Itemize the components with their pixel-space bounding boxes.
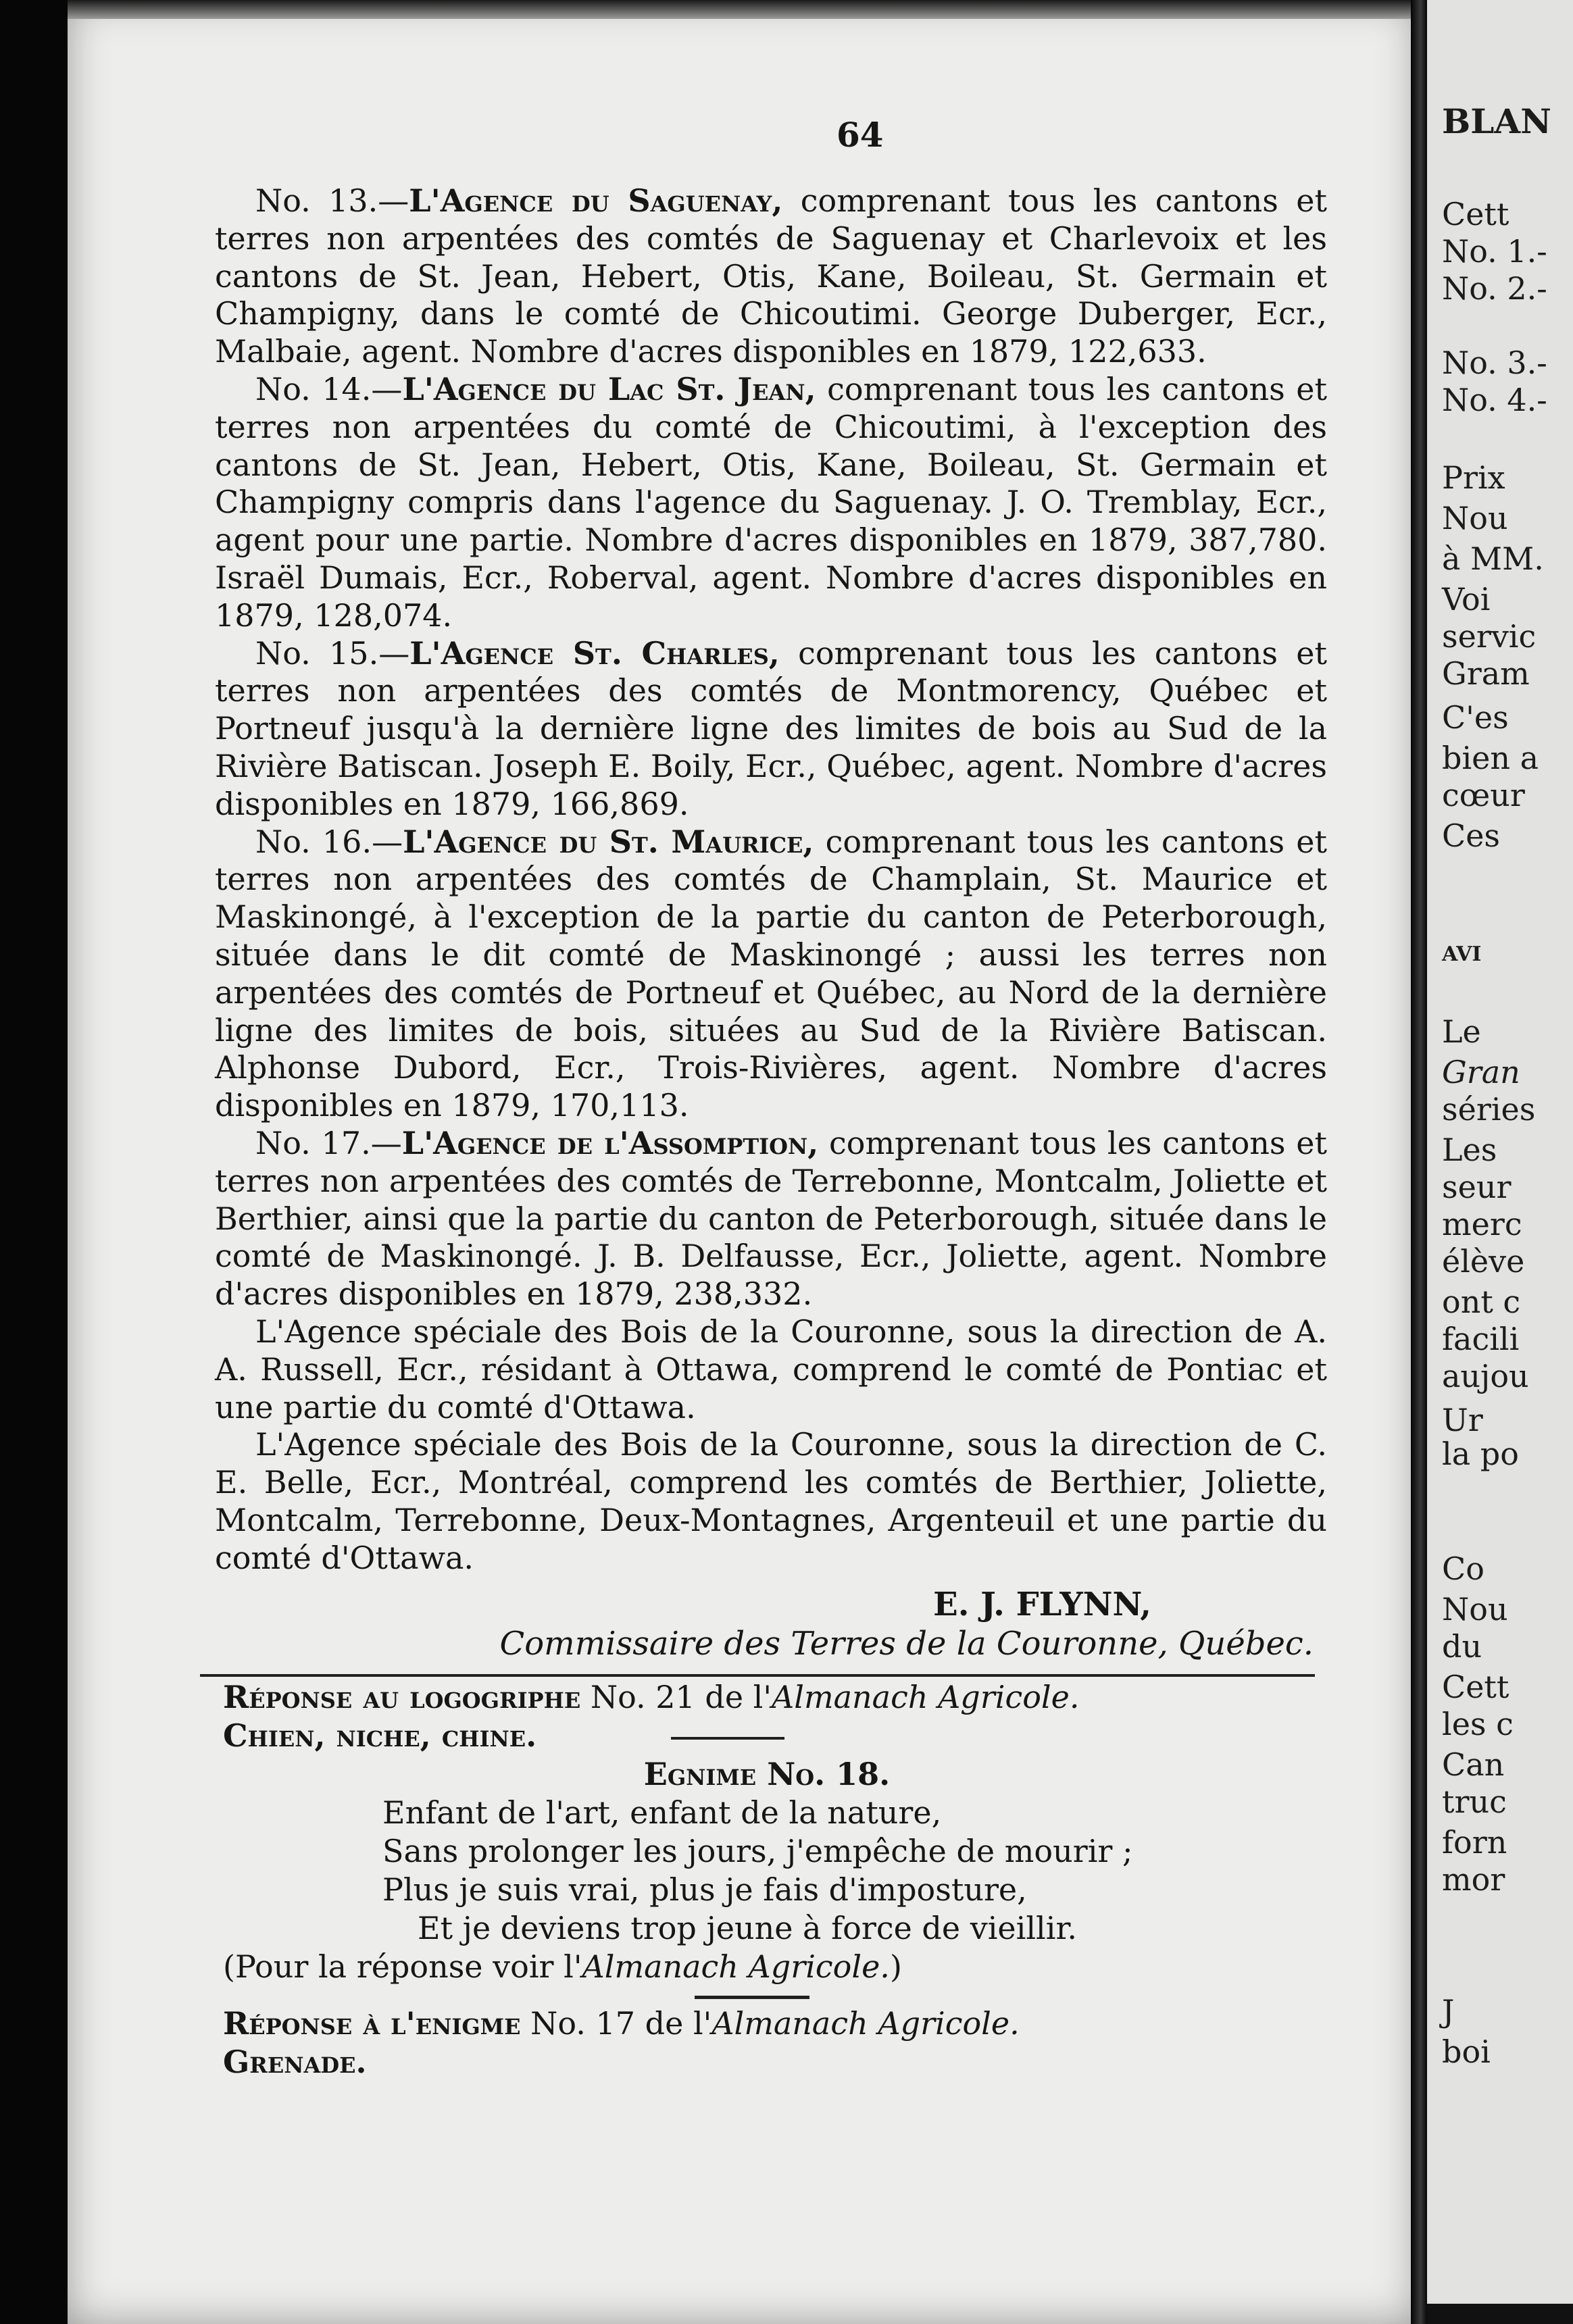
adjacent-page-fragment: ont c [1442, 1284, 1521, 1320]
enigme-answer-heading: Réponse à l'enigme No. 17 de l'Almanach Agricole. [223, 2005, 1020, 2042]
adjacent-page-fragment: à MM. [1442, 540, 1544, 577]
agency-name: L'Agence de l'Assomption, [401, 1124, 819, 1161]
verse-line: Sans prolonger les jours, j'empêche de mourir ; [382, 1833, 1133, 1869]
paragraph-agence-saguenay: No. 13.—L'Agence du Saguenay, comprenant tous les cantons et terres non arpentées des comtés de Saguenay et Charlevoix et les cantons de St. Jean, Hebert, Otis, Kane, Boileau, St. Germain et Champigny, dans le comté de Chicoutimi. George Duberger, Ecr., Malbaie, agent. Nombre d'acres disponibles en 1879, 122,633. [215, 182, 1327, 370]
paragraph-agence-lac-st-jean: No. 14.—L'Agence du Lac St. Jean, comprenant tous les cantons et terres non arpentées du comté de Chicoutimi, à l'exception des cantons de St. Jean, Hebert, Otis, Kane, Boileau, St. Germain et Champigny compris dans l'agence du Saguenay. J. O. Tremblay, Ecr., agent pour une partie. Nombre d'acres disponibles en 1879, 387,780. Israël Dumais, Ecr., Roberval, agent. Nombre d'acres disponibles en 1879, 128,074. [215, 370, 1327, 634]
adjacent-page-fragment: mor [1442, 1861, 1505, 1898]
adjacent-page-fragment: J [1442, 1993, 1455, 2029]
paragraph-agence-speciale-ottawa: L'Agence spéciale des Bois de la Couronne, sous la direction de A. A. Russell, Ecr., résidant à Ottawa, comprend le comté de Pontiac et une partie du comté d'Ottawa. [215, 1313, 1327, 1425]
verse-line: Et je deviens trop jeune à force de vieillir. [418, 1910, 1078, 1946]
agency-name: L'Agence du Lac St. Jean, [402, 370, 816, 407]
adjacent-page-fragment: Gram [1442, 655, 1530, 692]
short-divider [671, 1737, 784, 1740]
adjacent-page-fragment: Prix [1442, 459, 1505, 496]
page-gutter [1411, 0, 1427, 2324]
adjacent-page-fragment: truc [1442, 1784, 1507, 1820]
adjacent-page-fragment: du [1442, 1628, 1482, 1665]
adjacent-page-fragment: BLAN [1442, 101, 1551, 141]
signature-name: E. J. FLYNN, [933, 1586, 1151, 1624]
adjacent-page-fragment: élève [1442, 1243, 1525, 1280]
adjacent-page-fragment: Can [1442, 1746, 1505, 1783]
adjacent-page-fragment: servic [1442, 618, 1537, 655]
section-divider [200, 1674, 1315, 1677]
adjacent-page-fragment: No. 4.- [1442, 382, 1547, 418]
adjacent-page-fragment: No. 3.- [1442, 345, 1547, 381]
adjacent-page-fragment: Ur [1442, 1402, 1483, 1438]
adjacent-page-fragment: Ces [1442, 817, 1501, 854]
adjacent-page-fragment: forn [1442, 1824, 1507, 1861]
paragraph-agence-assomption: No. 17.—L'Agence de l'Assomption, comprenant tous les cantons et terres non arpentées des comtés de Terrebonne, Montcalm, Joliette et Berthier, ainsi que la partie du canton de Peterborough, située dans le comté de Maskinongé. J. B. Delfausse, Ecr., Joliette, agent. Nombre d'acres disponibles en 1879, 238,332. [215, 1124, 1327, 1313]
adjacent-page-fragment: cœur [1442, 777, 1525, 813]
adjacent-page-fragment: Cett [1442, 1669, 1509, 1705]
enigme-verse [223, 1794, 1331, 1948]
paragraph-agence-st-charles: No. 15.—L'Agence St. Charles, comprenant tous les cantons et terres non arpentées des comtés de Montmorency, Québec et Portneuf jusqu'à la dernière ligne des limites de bois au Sud de la Rivière Batiscan. Joseph E. Boily, Ecr., Québec, agent. Nombre d'acres disponibles en 1879, 166,869. [215, 634, 1327, 822]
adjacent-page-fragment: Les [1442, 1132, 1497, 1168]
signature-block [215, 1585, 1327, 1663]
enigme-note: (Pour la réponse voir l'Almanach Agricole.) [223, 1948, 902, 1985]
adjacent-page-fragment: Nou [1442, 1591, 1508, 1627]
paragraph-agence-speciale-montreal: L'Agence spéciale des Bois de la Couronne, sous la direction de C. E. Belle, Ecr., Montréal, comprend les comtés de Berthier, Joliette, Montcalm, Terrebonne, Deux-Montagnes, Argenteuil et une partie du comté d'Ottawa. [215, 1426, 1327, 1576]
riddle-section [223, 1678, 1331, 2081]
enigme-answer: Grenade. [223, 2044, 367, 2080]
adjacent-page-fragment: merc [1442, 1206, 1522, 1242]
page-number: 64 [837, 115, 884, 155]
short-divider [695, 1996, 809, 1999]
adjacent-page-fragment: aujou [1442, 1358, 1529, 1394]
adjacent-page-fragment: Nou [1442, 500, 1508, 536]
adjacent-page-edge [1427, 0, 1573, 2324]
adjacent-page-fragment: Gran [1442, 1054, 1520, 1090]
signature-title: Commissaire des Terres de la Couronne, Québec. [499, 1625, 1314, 1663]
adjacent-page-fragment: boi [1442, 2034, 1491, 2070]
adjacent-page-fragment: No. 1.- [1442, 233, 1547, 270]
scan-border [1427, 2304, 1573, 2324]
agency-listing [215, 182, 1327, 1663]
adjacent-page-fragment: Voi [1442, 581, 1491, 617]
adjacent-page-fragment: AVI [1442, 942, 1482, 966]
adjacent-page-fragment: C'es [1442, 699, 1509, 736]
adjacent-page-fragment: bien a [1442, 740, 1539, 776]
adjacent-page-fragment: séries [1442, 1091, 1536, 1128]
enigme-heading: Egnime No. 18. [643, 1756, 891, 1792]
verse-line: Plus je suis vrai, plus je fais d'imposture, [382, 1871, 1027, 1908]
agency-name: L'Agence St. Charles, [409, 634, 780, 672]
verse-line: Enfant de l'art, enfant de la nature, [382, 1794, 942, 1831]
adjacent-page-fragment: Cett [1442, 196, 1509, 232]
adjacent-page-fragment: seur [1442, 1169, 1512, 1205]
paragraph-agence-st-maurice: No. 16.—L'Agence du St. Maurice, comprenant tous les cantons et terres non arpentées des comtés de Champlain, St. Maurice et Maskinongé, à l'exception de la partie du canton de Peterborough, située dans le dit comté de Maskinongé ; aussi les terres non arpentées des comtés de Portneuf et Québec, au Nord de la dernière ligne des limites de bois, situées au Sud de la Rivière Batiscan. Alphonse Dubord, Ecr., Trois-Rivières, agent. Nombre d'acres disponibles en 1879, 170,113. [215, 823, 1327, 1124]
adjacent-page-fragment: les c [1442, 1706, 1514, 1742]
adjacent-page-fragment: facili [1442, 1321, 1520, 1357]
agency-name: L'Agence du Saguenay, [409, 182, 783, 219]
agency-name: L'Agence du St. Maurice, [403, 823, 814, 860]
adjacent-page-fragment: la po [1442, 1436, 1519, 1472]
adjacent-page-fragment: No. 2.- [1442, 270, 1547, 307]
adjacent-page-fragment: Le [1442, 1013, 1481, 1050]
logogriphe-heading: Réponse au logogriphe No. 21 de l'Almanach Agricole. [223, 1679, 1080, 1715]
logogriphe-answer: Chien, niche, chine. [223, 1717, 1331, 1755]
adjacent-page-fragment: Co [1442, 1550, 1484, 1587]
